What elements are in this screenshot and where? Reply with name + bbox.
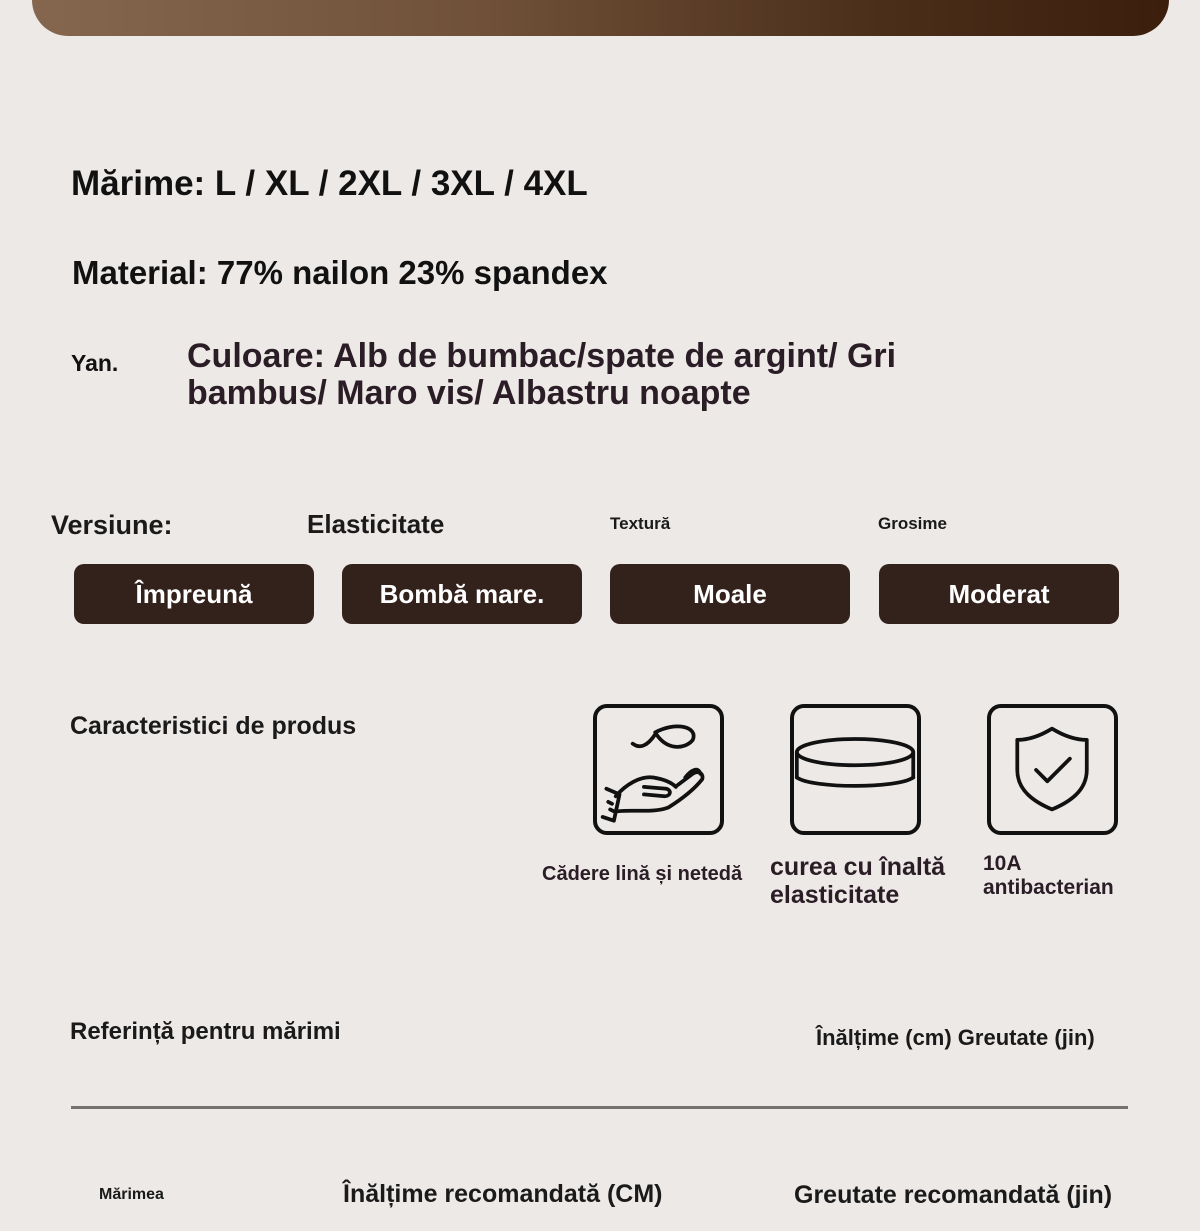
feather-hand-icon [593, 704, 724, 835]
version-label: Versiune: [51, 510, 173, 540]
feature-label-antibacterial: 10A antibacterian [983, 852, 1114, 899]
column-header-height: Înălțime recomandată (CM) [343, 1180, 663, 1208]
feature-label-waistband: curea cu înaltă elasticitate [770, 853, 946, 909]
texture-label: Textură [610, 514, 671, 533]
yan-label: Yan. [71, 350, 119, 376]
feature-label-drape: Cădere lină și netedă [542, 863, 743, 885]
color-spec: Culoare: Alb de bumbac/spate de argint/ Gri bambus/ Maro vis/ Albastru noapte [187, 337, 897, 412]
shield-check-icon [987, 704, 1118, 835]
thickness-value-badge: Moderat [879, 564, 1119, 624]
size-spec: Mărime: L / XL / 2XL / 3XL / 4XL [71, 164, 588, 203]
column-header-size: Mărimea [99, 1186, 164, 1203]
elasticity-label: Elasticitate [307, 509, 445, 539]
texture-value-badge: Moale [610, 564, 850, 624]
divider [71, 1106, 1128, 1109]
thickness-label: Grosime [878, 514, 947, 533]
features-title: Caracteristici de produs [70, 712, 357, 740]
top-banner [32, 0, 1169, 36]
column-header-weight: Greutate recomandată (jin) [794, 1181, 1113, 1209]
waistband-icon [790, 704, 921, 835]
size-reference-title: Referință pentru mărimi [70, 1018, 341, 1045]
height-weight-header: Înălțime (cm) Greutate (jin) [816, 1025, 1095, 1050]
version-value-badge: Împreună [74, 564, 314, 624]
material-spec: Material: 77% nailon 23% spandex [72, 254, 608, 291]
elasticity-value-badge: Bombă mare. [342, 564, 582, 624]
